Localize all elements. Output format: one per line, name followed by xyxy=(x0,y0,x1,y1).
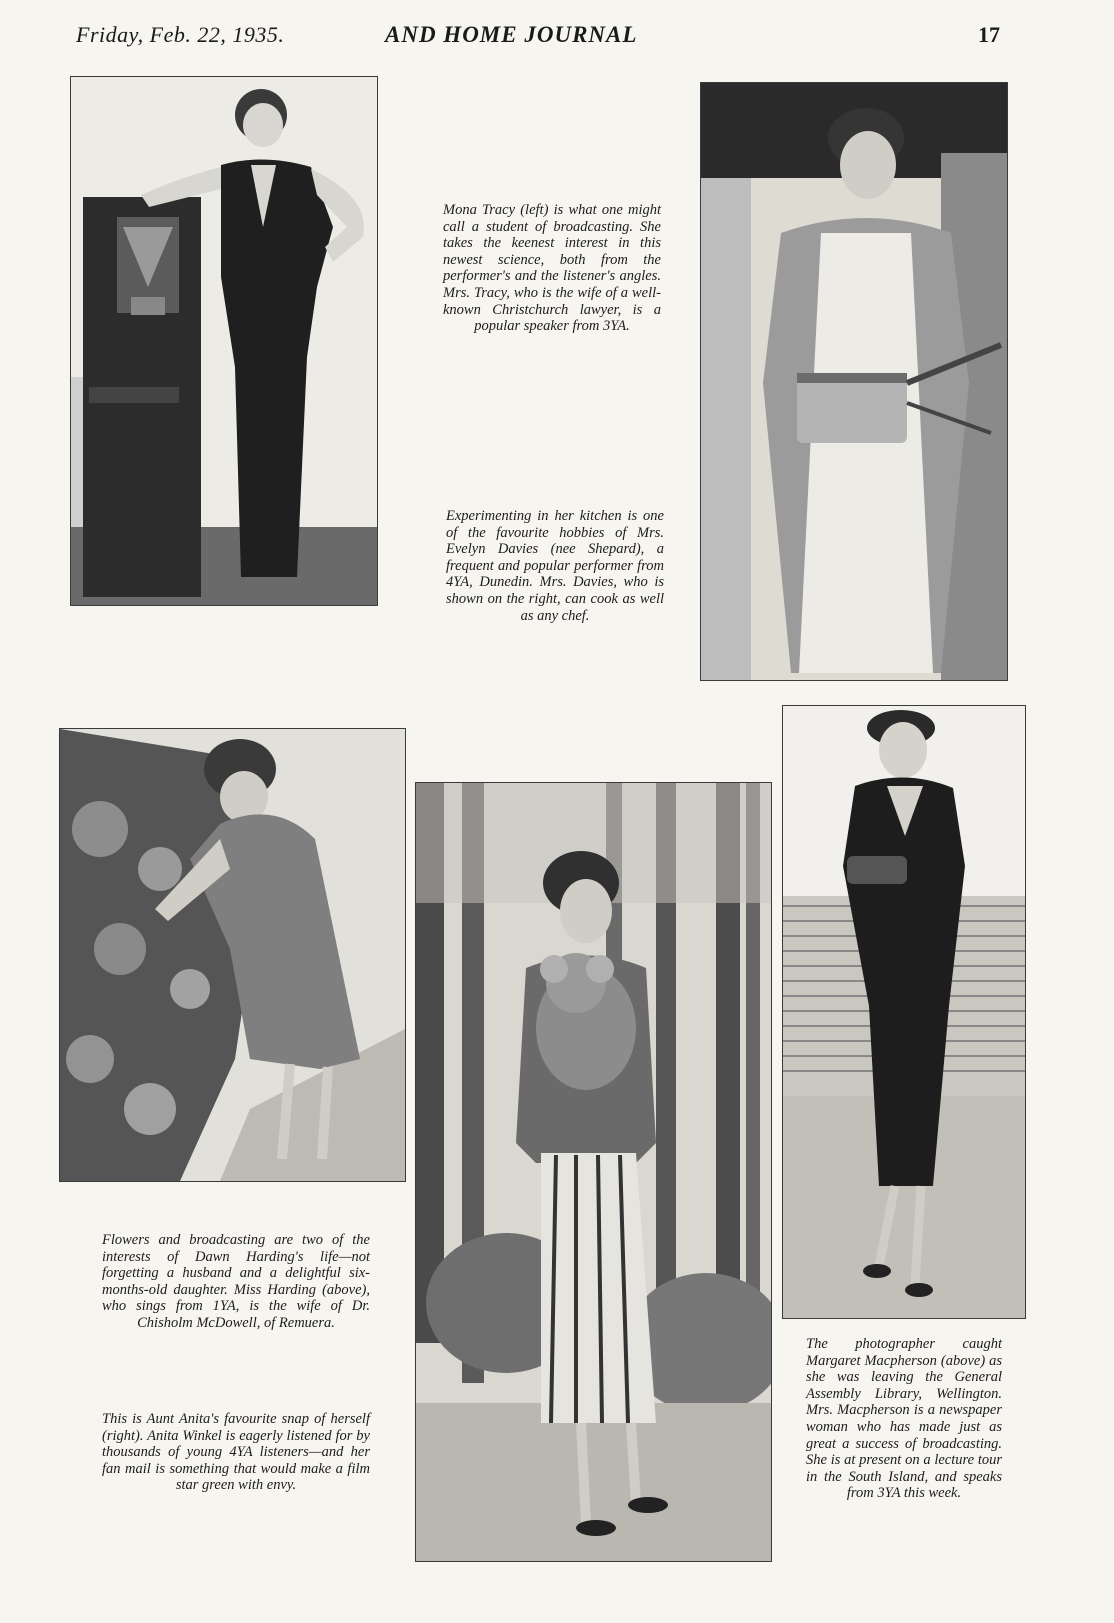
photo-dawn-harding xyxy=(59,728,406,1182)
page-number: 17 xyxy=(978,22,1000,47)
caption-mona-tracy: Mona Tracy (left) is what one might call a student of broadcasting. She takes the keenest interest in this newest science, both from the performer's and the listener's angles. Mrs. Tracy, who is the wife of a well-known Christchurch lawyer, is a popular speaker from 3YA. xyxy=(443,202,661,335)
issue-date: Friday, Feb. 22, 1935. xyxy=(76,22,285,47)
journal-title: AND HOME JOURNAL xyxy=(385,22,638,47)
photo-evelyn-davies xyxy=(700,82,1008,681)
photo-margaret-macpherson xyxy=(782,705,1026,1319)
caption-anita-winkel: This is Aunt Anita's favourite snap of herself (right). Anita Winkel is eagerly listened for by thousands of young 4YA listeners—and her fan mail is something that would make a film star green with envy. xyxy=(102,1411,370,1494)
photo-anita-winkel xyxy=(415,782,772,1562)
photo-mona-tracy xyxy=(70,76,378,606)
caption-evelyn-davies: Experimenting in her kitchen is one of the favourite hobbies of Mrs. Evelyn Davies (nee Shepard), a frequent and popular performer from 4YA, Dunedin. Mrs. Davies, who is shown on the right, can cook as well as any chef. xyxy=(446,508,664,624)
caption-dawn-harding: Flowers and broadcasting are two of the interests of Dawn Harding's life—not forgetting a husband and a delightful six-months-old daughter. Miss Harding (above), who sings from 1YA, is the wife of Dr. Chisholm McDowell, of Remuera. xyxy=(102,1232,370,1331)
caption-margaret-macpherson: The photographer caught Margaret Macpherson (above) as she was leaving the General Assembly Library, Wellington. Mrs. Macpherson is a newspaper woman who has made just as great a success of broadcasting. She is at present on a lecture tour in the South Island, and speaks from 3YA this week. xyxy=(806,1336,1002,1502)
